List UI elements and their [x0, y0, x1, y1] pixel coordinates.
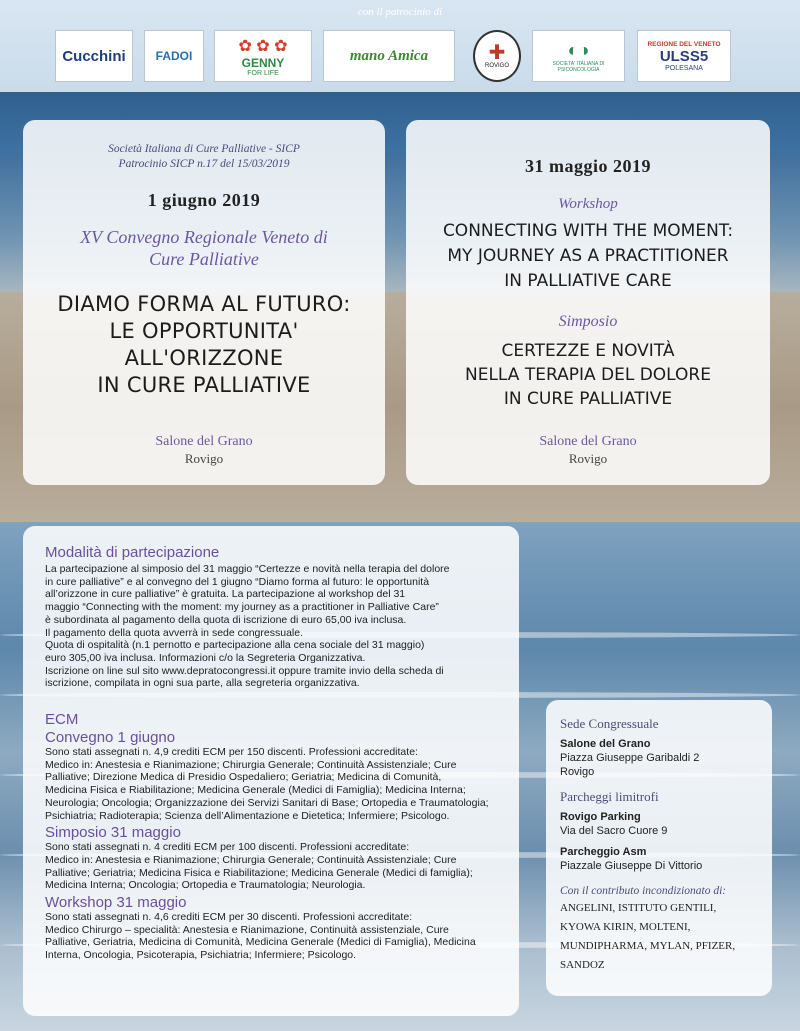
text-line: Palliative; Direzione Medica di Presidio Ospedaliero; Geriatria; Medicina di Comunità, [45, 771, 442, 784]
text-line: Neurologia; Oncologia; Organizzazione dei Servizi Sanitari di Base; Ortopedia e Traumatologia; [45, 796, 489, 809]
workshop-label: Workshop [558, 196, 618, 212]
logo-text: SOCIETA' ITALIANA DI PSICONCOLOGIA [552, 61, 605, 73]
text-line: maggio “Connecting with the moment: my journey as a practitioner in Palliative Care” [45, 601, 439, 614]
workshop-title-line2: MY JOURNEY AS A PRACTITIONER [447, 246, 729, 266]
logo-subtext: POLESANA [665, 64, 703, 72]
parking2-name: Parcheggio Asm [560, 846, 647, 858]
logo-subtext: FOR LIFE [247, 69, 279, 77]
sede-heading: Sede Congressuale [560, 716, 659, 731]
sponsor-list [560, 899, 764, 975]
sede-city: Rovigo [560, 766, 595, 778]
text-line: Iscrizione on line sul sito www.depratocongressi.it oppure tramite invio della scheda di [45, 664, 444, 677]
convegno-subtitle-line2: Cure Palliative [149, 249, 259, 269]
convegno-title-line3: ALL'ORIZZONE [124, 346, 284, 370]
convegno-title-line2: LE OPPORTUNITA' [109, 319, 299, 343]
sede-address: Piazza Giuseppe Garibaldi 2 [560, 752, 700, 764]
text-line: in cure palliative” e al convegno del 1 giugno “Diamo forma al futuro: le opportunità [45, 575, 430, 588]
logo-ulss5 [637, 30, 731, 82]
logo-text: Cucchini [62, 47, 126, 65]
workshop-date: 31 maggio 2019 [525, 156, 651, 176]
simposio-title-line1: CERTEZZE E NOVITÀ [501, 341, 675, 361]
convegno-ecm-heading: Convegno 1 giugno [45, 729, 176, 746]
logo-strip [55, 30, 735, 82]
text-line: Quota di ospitalità (n.1 pernotto e partecipazione alla cena sociale del 31 maggio) [45, 639, 425, 652]
logo-subtext: ULSS5 [659, 47, 709, 65]
ecm-section [45, 711, 515, 962]
parking1-address: Via del Sacro Cuore 9 [560, 825, 668, 837]
venue-info-card [546, 700, 772, 996]
text-line: iscrizione, compilata in ogni sua parte, alla segreteria organizzativa. [45, 677, 360, 690]
logo-text: GENNY [241, 55, 285, 70]
convegno-title-line4: IN CURE PALLIATIVE [97, 373, 311, 397]
text-line: Sono stati assegnati n. 4,6 crediti ECM per 30 discenti. Professioni accreditate: [45, 911, 413, 924]
text-line: Medico in: Anestesia e Rianimazione; Chirurgia Generale; Continuità Assistenziale; Cure [45, 853, 457, 866]
logo-cucchini [55, 30, 133, 82]
text-line: euro 305,00 iva inclusa. Informazioni c/o la Segreteria Organizzativa. [45, 651, 366, 664]
sponsor-line: ANGELINI, ISTITUTO GENTILI, [560, 902, 717, 914]
logo-text: ROVIGO [484, 63, 509, 69]
modalita-section [45, 544, 505, 690]
convegno-venue: Salone del Grano [155, 434, 253, 449]
convegno-date: 1 giugno 2019 [147, 190, 261, 210]
text-line: all’orizzone in cure palliative” è gratuita. La partecipazione al workshop del 31 [45, 588, 406, 601]
sede-name: Salone del Grano [560, 738, 651, 750]
modalita-heading: Modalità di partecipazione [45, 544, 220, 561]
sponsor-line: SANDOZ [560, 959, 605, 971]
logo-mano-amica [323, 30, 455, 82]
text-line: Medicina Interna; Oncologia; Ortopedia e Traumatologia; Neurologia. [45, 879, 366, 892]
text-line: La partecipazione al simposio del 31 maggio “Certezze e novità nella terapia del dolore [45, 563, 450, 575]
parcheggi-heading: Parcheggi limitrofi [560, 789, 659, 804]
text-line: Psichiatria; Radioterapia; Scienza dell’Alimentazione e Dietetica; Infermiere; Psicologo. [45, 809, 450, 822]
workshop-venue: Salone del Grano [539, 434, 637, 449]
poppy-icon: ✿ ✿ ✿ [238, 37, 288, 55]
patronage-label: con il patrocinio di [357, 6, 443, 18]
text-line: Sono stati assegnati n. 4 crediti ECM per 100 discenti. Professioni accreditate: [45, 841, 410, 854]
society-name: Società Italiana di Cure Palliative - SICP [108, 143, 300, 155]
convegno-city: Rovigo [184, 451, 224, 466]
modalita-text [45, 563, 505, 690]
convegno-card [23, 120, 385, 485]
contributo-heading: Con il contributo incondizionato di: [560, 885, 727, 897]
parking1-name: Rovigo Parking [560, 811, 641, 823]
text-line: Medico Chirurgo – specialità: Anestesia e Rianimazione, Continuità assistenziale, Cure [45, 923, 449, 936]
logo-genny [214, 30, 312, 82]
logo-sipo [532, 30, 625, 82]
logo-rovigo [473, 30, 521, 82]
text-line: Sono stati assegnati n. 4,9 crediti ECM per 150 discenti. Professioni accreditate: [45, 746, 418, 758]
simposio-label: Simposio [558, 313, 618, 330]
logo-text: mano Amica [349, 47, 429, 64]
patrocinio-note: Patrocinio SICP n.17 del 15/03/2019 [118, 158, 290, 170]
cross-icon: ✚ [488, 42, 506, 64]
convegno-title-line1: DIAMO FORMA AL FUTURO: [57, 292, 351, 316]
text-line: Interna, Oncologia, Psicoterapia, Psichiatria; Infermiere; Psicologo. [45, 949, 357, 962]
ecm-heading: ECM [45, 711, 79, 728]
convegno-subtitle-line1: XV Convegno Regionale Veneto di [80, 227, 328, 247]
logo-text: FADOI [155, 49, 193, 63]
workshop-title-line1: CONNECTING WITH THE MOMENT: [442, 221, 734, 241]
convegno-ecm-text [45, 746, 515, 822]
simposio-ecm-heading: Simposio 31 maggio [45, 824, 181, 842]
workshop-ecm-heading: Workshop 31 maggio [45, 894, 187, 912]
text-line: è subordinata al pagamento della quota di iscrizione di euro 65,00 iva inclusa. [45, 613, 407, 626]
logo-fadoi [144, 30, 204, 82]
sponsor-line: MUNDIPHARMA, MYLAN, PFIZER, [560, 940, 736, 952]
logo-text: REGIONE DEL VENETO [647, 40, 721, 48]
simposio-title-line2: NELLA TERAPIA DEL DOLORE [465, 365, 711, 385]
workshop-ecm-text [45, 911, 515, 962]
text-line: Palliative, Geriatria, Medicina di Comunità, Medicina Generale (Medici di Famiglia), Medicina [45, 936, 476, 949]
text-line: Il pagamento della quota avverrà in sede congressuale. [45, 626, 303, 639]
sipo-emblem-icon: ◐◑ [567, 40, 590, 60]
text-line: Palliative; Geriatria; Medicina Fisica e Riabilitazione; Medicina Generale (Medici di famiglia); [45, 866, 473, 879]
parking2-address: Piazzale Giuseppe Di Vittorio [560, 860, 703, 872]
workshop-card [406, 120, 770, 485]
text-line: Medico in: Anestesia e Rianimazione; Chirurgia Generale; Continuità Assistenziale; Cure [45, 758, 457, 771]
text-line: Medicina Fisica e Riabilitazione; Medicina Generale (Medici di Famiglia); Medicina Interna; [45, 784, 466, 797]
workshop-city: Rovigo [568, 451, 608, 466]
sponsor-line: KYOWA KIRIN, MOLTENI, [560, 921, 691, 933]
venue-info-content [560, 716, 764, 975]
simposio-title-line3: IN CURE PALLIATIVE [503, 389, 673, 409]
info-card [23, 526, 519, 1016]
simposio-ecm-text [45, 841, 515, 892]
workshop-title-line3: IN PALLIATIVE CARE [504, 271, 672, 291]
